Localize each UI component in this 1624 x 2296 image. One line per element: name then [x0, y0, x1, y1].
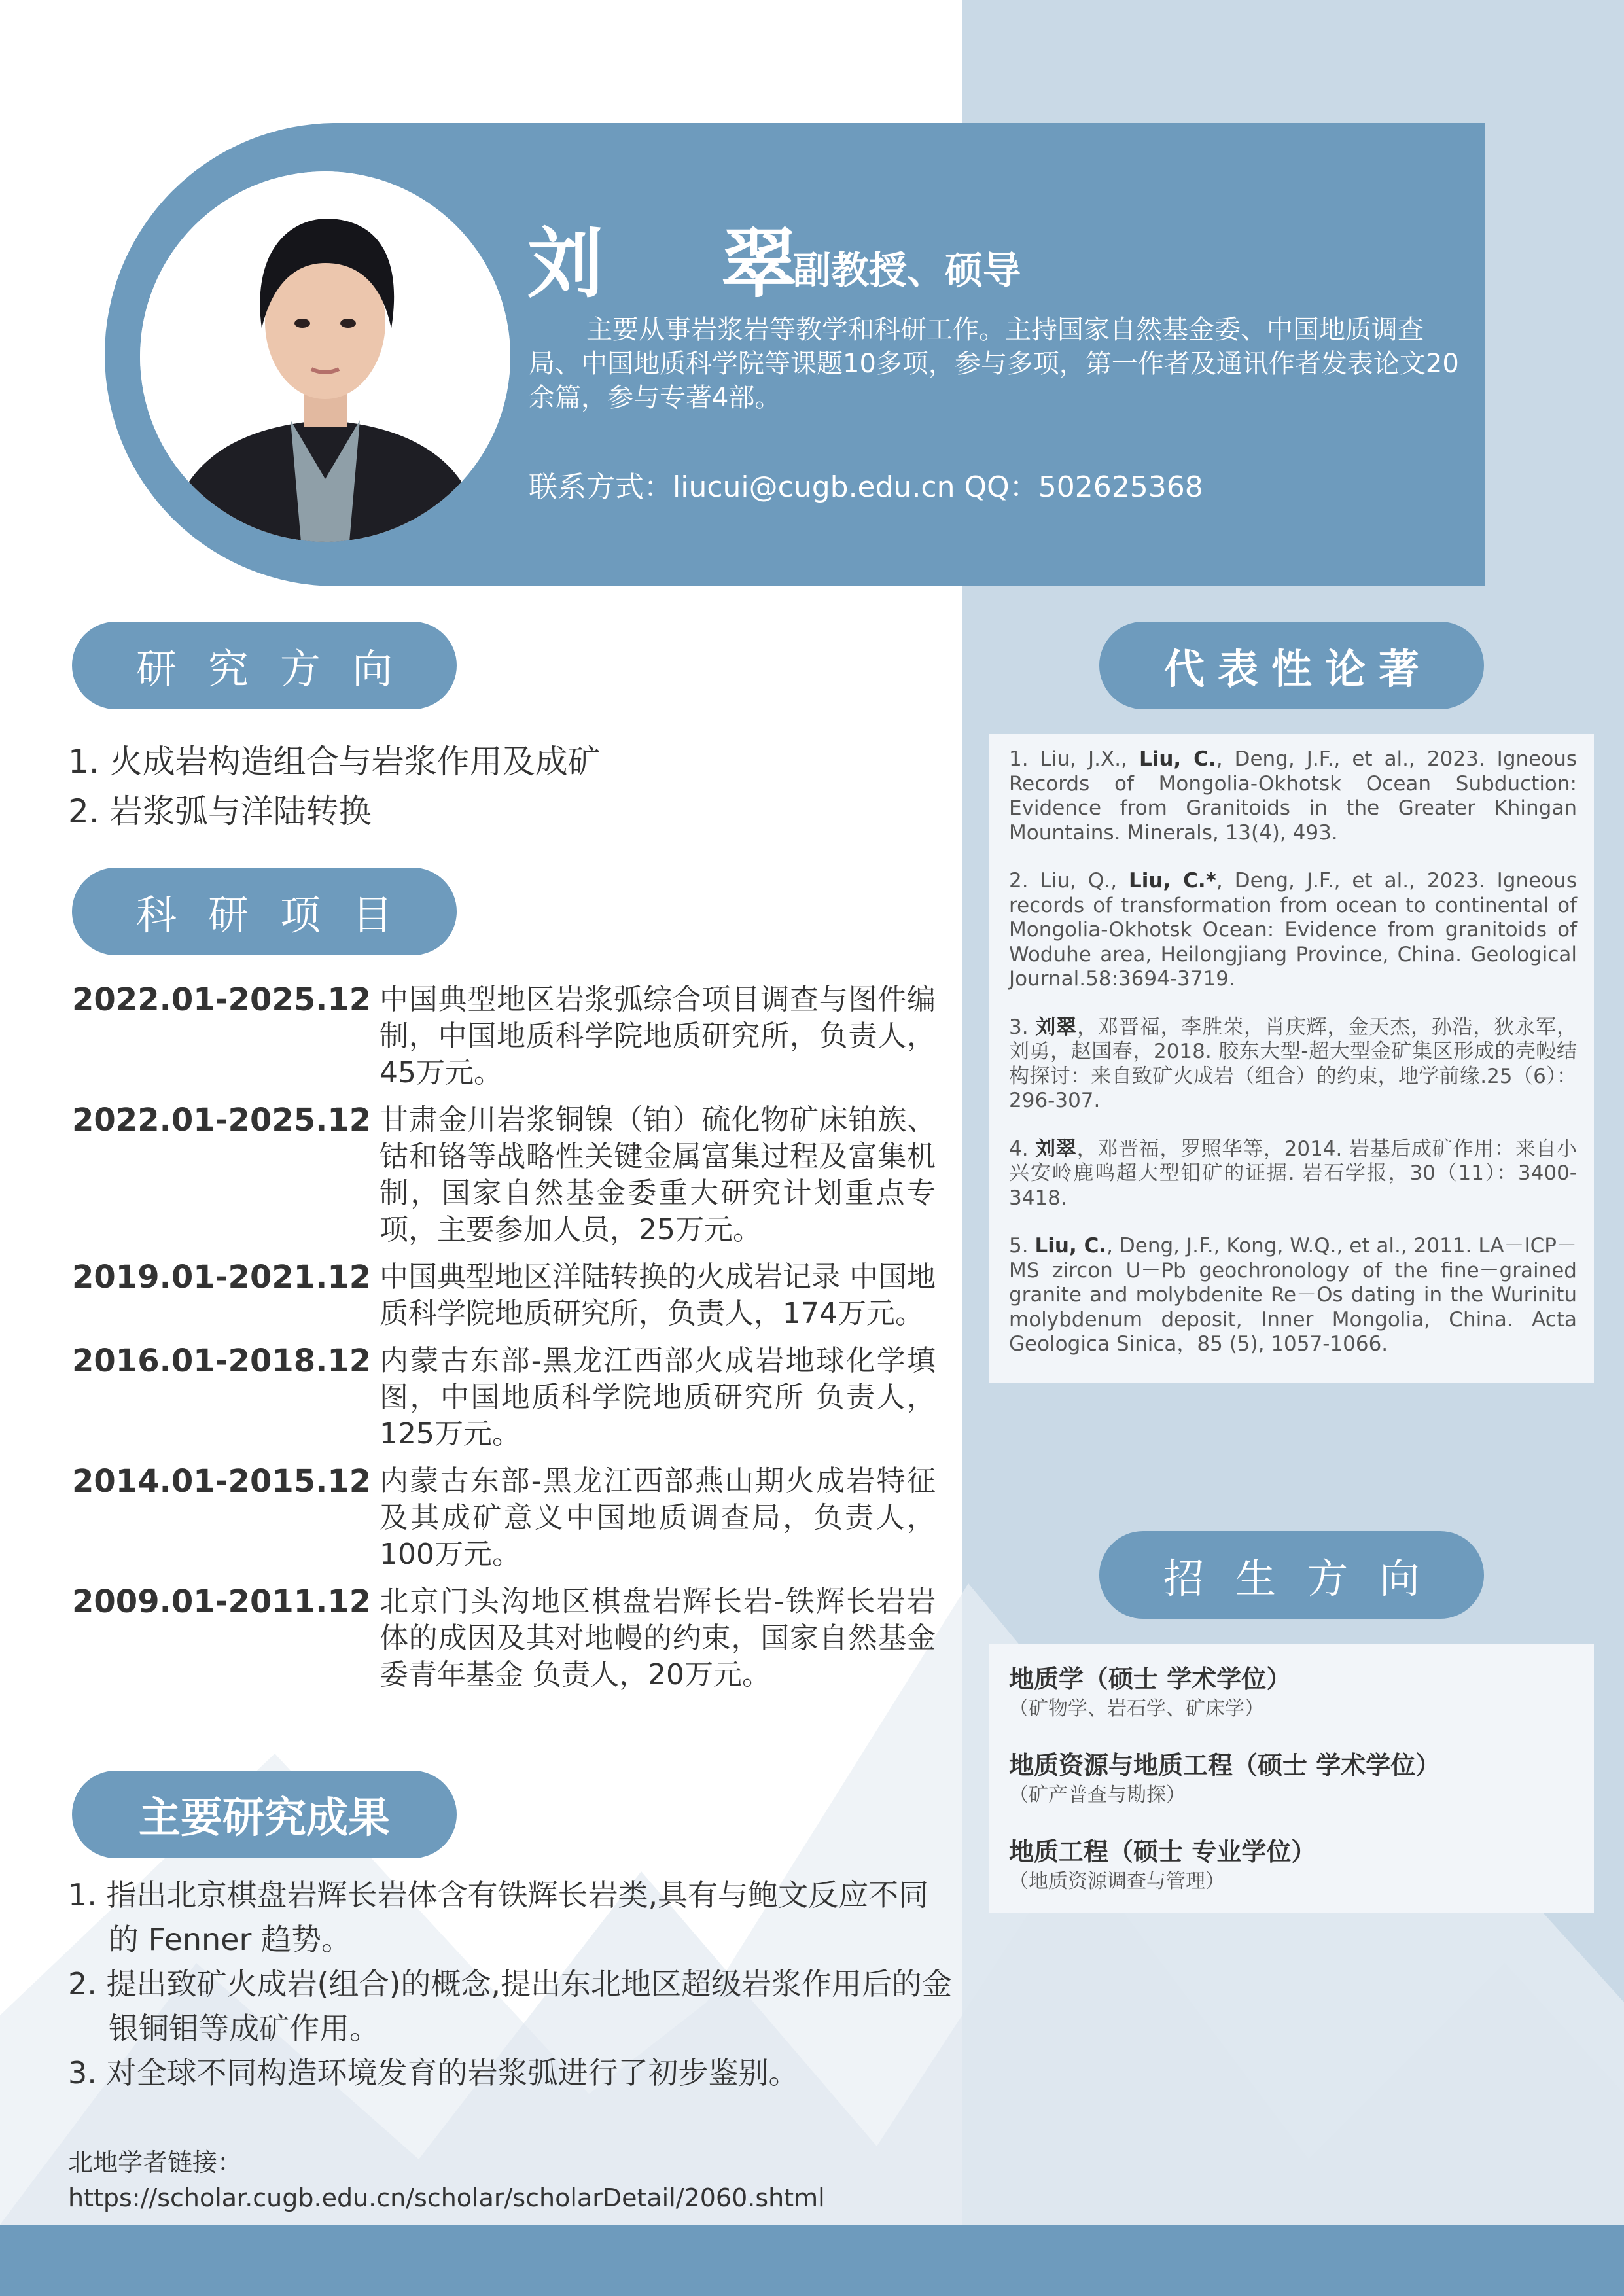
project-description: 中国典型地区岩浆弧综合项目调查与图件编制，中国地质科学院地质研究所，负责人，45万元。 — [380, 983, 936, 1089]
project-row — [72, 1102, 936, 1248]
profile-role: 副教授、硕导 — [793, 248, 1021, 292]
publication-self-author: Liu, C. — [1139, 747, 1216, 771]
publication-authors: 5. — [1009, 1234, 1035, 1258]
admissions-box — [989, 1644, 1594, 1913]
project-date: 2022.01-2025.12 — [72, 981, 372, 1018]
person-portrait-icon — [140, 171, 510, 542]
publication-details: , Deng, J.F., et al., 2023. Igneous Records of Mongolia-Okhotsk Ocean Subduction: Evidence from Granitoids in the Greater Khingan Mountains. Minerals, 13(4), 493. — [1009, 747, 1577, 845]
project-row — [72, 981, 936, 1091]
section-research-title: 研究方向 — [72, 622, 457, 709]
publication-self-author: 刘翠 — [1035, 1137, 1077, 1161]
project-description: 内蒙古东部-黑龙江西部燕山期火成岩特征及其成矿意义中国地质调查局，负责人，100万元。 — [380, 1464, 936, 1571]
publication-item — [1009, 869, 1577, 992]
project-row — [72, 1343, 936, 1453]
project-row — [72, 1463, 936, 1573]
admission-degree: 地质工程（硕士 专业学位） — [1009, 1837, 1316, 1866]
publications-box — [989, 734, 1594, 1383]
profile-intro: 主要从事岩浆岩等教学和科研工作。主持国家自然基金委、中国地质调查局、中国地质科学院等课题10多项，参与多项，第一作者及通讯作者发表论文20余篇，参与专著4部。 — [529, 315, 1459, 413]
project-description: 北京门头沟地区棋盘岩辉长岩-铁辉长岩岩体的成因及其对地幔的约束，国家自然基金委青年基金 负责人，20万元。 — [380, 1585, 936, 1691]
section-achievements-title: 主要研究成果 — [72, 1771, 457, 1858]
project-date: 2019.01-2021.12 — [72, 1259, 372, 1296]
publication-self-author: Liu, C.* — [1129, 869, 1216, 892]
section-admissions-title: 招生方向 — [1099, 1531, 1484, 1619]
achievements-list — [68, 1873, 958, 2095]
project-description: 内蒙古东部-黑龙江西部火成岩地球化学填图，中国地质科学院地质研究所 负责人，125万元。 — [380, 1344, 936, 1451]
project-date: 2022.01-2025.12 — [72, 1102, 372, 1139]
admission-degree: 地质资源与地质工程（硕士 学术学位） — [1009, 1751, 1441, 1780]
research-list — [68, 737, 601, 836]
admission-degree: 地质学（硕士 学术学位） — [1009, 1665, 1292, 1693]
publication-self-author: 刘翠 — [1035, 1015, 1078, 1039]
admission-item — [1009, 1748, 1574, 1809]
list-item: 1. 火成岩构造组合与岩浆作用及成矿 — [68, 743, 601, 781]
project-row — [72, 1259, 936, 1332]
footer-band — [0, 2225, 1624, 2296]
admission-specialty: （矿产普查与勘探） — [1009, 1784, 1186, 1807]
scholar-link-block — [68, 2145, 825, 2216]
publication-authors: 2. Liu, Q., — [1009, 869, 1129, 892]
publication-authors: 1. Liu, J.X., — [1009, 747, 1139, 771]
admission-specialty: （地质资源调查与管理） — [1009, 1870, 1225, 1893]
publication-self-author: Liu, C. — [1034, 1234, 1107, 1258]
scholar-link-url[interactable]: https://scholar.cugb.edu.cn/scholar/scholarDetail/2060.shtml — [68, 2183, 825, 2212]
profile-contact: 联系方式：liucui@cugb.edu.cn QQ：502625368 — [529, 470, 1203, 504]
profile-photo — [140, 171, 510, 542]
publication-authors: 4. — [1009, 1137, 1036, 1161]
project-description: 甘肃金川岩浆铜镍（铂）硫化物矿床铂族、钴和铬等战略性关键金属富集过程及富集机制，国家自然基金委重大研究计划重点专项，主要参加人员，25万元。 — [380, 1103, 936, 1246]
publication-details: , Deng, J.F., Kong, W.Q., et al., 2011. LA－ICP－MS zircon U－Pb geochronology of the fine－grained granite and molybdenite Re－Os dating in the Wurinitu molybdenum deposit, Inner Mongolia, China. Acta Geologica Sinica，85 (5), 1057-1066. — [1009, 1234, 1577, 1356]
project-description: 中国典型地区洋陆转换的火成岩记录 中国地质科学院地质研究所，负责人，174万元。 — [380, 1260, 936, 1330]
list-item: 3. 对全球不同构造环境发育的岩浆弧进行了初步鉴别。 — [68, 2055, 799, 2091]
publication-item — [1009, 1137, 1577, 1211]
project-date: 2009.01-2011.12 — [72, 1583, 372, 1620]
publication-authors: 3. — [1009, 1015, 1036, 1039]
project-row — [72, 1583, 936, 1693]
project-date: 2016.01-2018.12 — [72, 1343, 372, 1379]
section-publications-title: 代表性论著 — [1099, 622, 1484, 709]
project-date: 2014.01-2015.12 — [72, 1463, 372, 1500]
profile-name: 刘 翠 — [527, 220, 843, 308]
list-item: 1. 指出北京棋盘岩辉长岩体含有铁辉长岩类,具有与鲍文反应不同的 Fenner 趋势。 — [68, 1877, 929, 1957]
publication-details: ，邓晋福，罗照华等，2014. 岩基后成矿作用：来自小兴安岭鹿鸣超大型钼矿的证据. 岩石学报，30（11）：3400-3418. — [1009, 1137, 1577, 1210]
admission-item — [1009, 1835, 1574, 1895]
projects-list — [72, 981, 936, 1704]
publication-details: ，邓晋福，李胜荣，肖庆辉，金天杰，孙浩，狄永军，刘勇，赵国春，2018. 胶东大型-超大型金矿集区形成的壳幔结构探讨：来自致矿火成岩（组合）的约束，地学前缘.25（6）：296-307. — [1009, 1015, 1578, 1112]
admission-item — [1009, 1662, 1574, 1722]
scholar-link-label: 北地学者链接： — [68, 2148, 243, 2177]
section-projects-title: 科研项目 — [72, 868, 457, 955]
publication-item — [1009, 1234, 1577, 1357]
list-item: 2. 提出致矿火成岩(组合)的概念,提出东北地区超级岩浆作用后的金银铜钼等成矿作用。 — [68, 1966, 953, 2046]
list-item: 2. 岩浆弧与洋陆转换 — [68, 792, 372, 830]
admission-specialty: （矿物学、岩石学、矿床学） — [1009, 1697, 1264, 1720]
publication-details: , Deng, J.F., et al., 2023. Igneous records of transformation from ocean to continental of Mongolia-Okhotsk Ocean: Evidence from granitoids of Woduhe area, Heilongjiang Province, China. Geological Journal.58:3694-3719. — [1009, 869, 1577, 991]
publication-item — [1009, 747, 1577, 845]
publication-item — [1009, 1016, 1577, 1114]
